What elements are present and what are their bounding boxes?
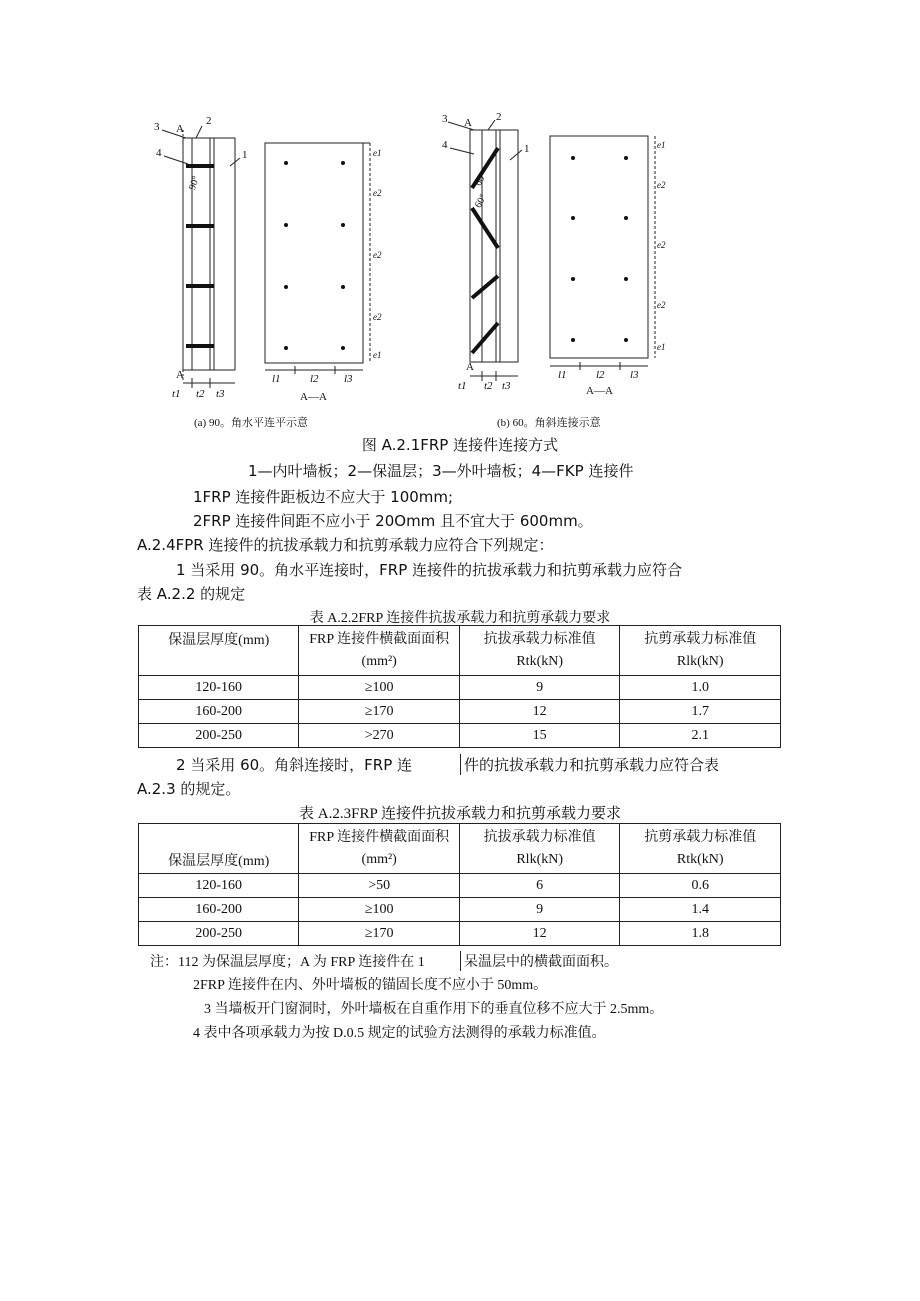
right-plan-dim-l3: l3 xyxy=(630,369,639,381)
table-1-header-cell: 保温层厚度(mm) xyxy=(139,626,299,676)
note-1a: 注：112 为保温层厚度；A 为 FRP 连接件在 1 xyxy=(150,955,425,970)
table-1-header-cell: 抗拔承载力标准值 Rtk(kN) xyxy=(459,626,620,676)
right-callout-1: 1 xyxy=(524,143,530,155)
right-callout-4: 4 xyxy=(442,139,448,151)
table-2-header-cell: 抗剪承载力标准值 Rtk(kN) xyxy=(620,824,781,874)
table-cell: 6 xyxy=(459,874,620,898)
right-dim-t2: t2 xyxy=(484,380,493,392)
table-cell: 200-250 xyxy=(139,922,299,946)
table-cell: 1.7 xyxy=(620,700,781,724)
right-callout-2: 2 xyxy=(496,111,502,123)
table-cell: 120-160 xyxy=(139,874,299,898)
right-side-dim-5: e1 xyxy=(657,342,666,352)
table-cell: 160-200 xyxy=(139,700,299,724)
rule-2-part-2: 件的抗拔承载力和抗剪承载力应符合表 xyxy=(460,754,719,775)
table-2-header-cell: 保温层厚度(mm) xyxy=(139,824,299,874)
right-side-dim-1: e1 xyxy=(657,140,666,150)
left-dim-t1: t1 xyxy=(172,388,181,400)
left-side-dim-1: e1 xyxy=(373,148,382,158)
clause-a24: A.2.4FPR 连接件的抗拔承载力和抗剪承载力应符合下列规定： xyxy=(137,536,554,554)
rule-2-line-2: A.2.3 的规定。 xyxy=(137,780,241,798)
right-plan-view xyxy=(550,136,648,358)
table-1-header-row xyxy=(139,626,781,676)
right-section-mark-top: A xyxy=(464,117,472,129)
right-callout-3: 3 xyxy=(442,113,448,125)
table-cell: 9 xyxy=(459,898,620,922)
table-cell: >50 xyxy=(299,874,459,898)
left-dim-t3: t3 xyxy=(216,388,225,400)
right-plan-dim-l1: l1 xyxy=(558,369,567,381)
figure-legend: 1—内叶墙板；2—保温层；3—外叶墙板；4—FKP 连接件 xyxy=(248,462,634,480)
rule-2-part-1: 2 当采用 60。角斜连接时，FRP 连 xyxy=(176,756,413,774)
table-cell: 1.4 xyxy=(620,898,781,922)
right-section-label: A—A xyxy=(586,385,613,397)
left-plan-dim-l3: l3 xyxy=(344,373,353,385)
left-section-label: A—A xyxy=(300,391,327,403)
table-2-header-row xyxy=(139,824,781,874)
left-dim-t2: t2 xyxy=(196,388,205,400)
left-callout-4: 4 xyxy=(156,147,162,159)
table-2-header-cell: FRP 连接件横截面面积 (mm²) xyxy=(299,824,459,874)
note-4: 4 表中各项承载力为按 D.0.5 规定的试验方法测得的承载力标准值。 xyxy=(193,1026,606,1041)
table-row xyxy=(139,676,781,700)
right-angle-bottom: 60° xyxy=(472,192,490,210)
left-side-dim-2: e2 xyxy=(373,188,382,198)
table-1-caption: 表 A.2.2FRP 连接件抗拔承载力和抗剪承载力要求 xyxy=(309,611,611,626)
left-plan-dim-l1: l1 xyxy=(272,373,281,385)
rule-1-line-1: 1 当采用 90。角水平连接时，FRP 连接件的抗拔承载力和抗剪承载力应符合 xyxy=(176,561,683,579)
left-section-mark-top: A xyxy=(176,123,184,135)
left-plan-dim-l2: l2 xyxy=(310,373,319,385)
table-2 xyxy=(138,823,781,946)
table-cell: ≥100 xyxy=(299,898,459,922)
table-cell: 160-200 xyxy=(139,898,299,922)
connection-figure xyxy=(150,108,670,408)
right-section-mark-bottom: A xyxy=(466,361,474,373)
left-section-mark-bottom: A xyxy=(176,369,184,381)
rule-1-line-2: 表 A.2.2 的规定 xyxy=(137,585,246,603)
figure-title: 图 A.2.1FRP 连接件连接方式 xyxy=(361,436,559,454)
table-cell: 0.6 xyxy=(620,874,781,898)
table-row xyxy=(139,898,781,922)
table-2-caption: 表 A.2.3FRP 连接件抗拔承载力和抗剪承载力要求 xyxy=(299,806,621,822)
left-angle-label: 90° xyxy=(186,174,203,192)
table-cell: 1.0 xyxy=(620,676,781,700)
table-cell: 200-250 xyxy=(139,724,299,748)
table-row xyxy=(139,700,781,724)
table-cell: ≥100 xyxy=(299,676,459,700)
table-1-header-cell: 抗剪承载力标准值 Rlk(kN) xyxy=(620,626,781,676)
table-cell: ≥170 xyxy=(299,700,459,724)
table-cell: 15 xyxy=(459,724,620,748)
left-plan-view xyxy=(265,143,363,363)
right-side-dim-4: e2 xyxy=(657,300,666,310)
right-angle-top: 60° xyxy=(472,170,490,188)
table-cell: 2.1 xyxy=(620,724,781,748)
right-side-dim-2: e2 xyxy=(657,180,666,190)
left-callout-1: 1 xyxy=(242,149,248,161)
left-callout-lines xyxy=(162,126,240,166)
table-cell: 9 xyxy=(459,676,620,700)
right-side-dim-3: e2 xyxy=(657,240,666,250)
note-1b: 呆温层中的横截面面积。 xyxy=(460,951,618,971)
table-cell: 1.8 xyxy=(620,922,781,946)
right-wall-section xyxy=(448,120,522,362)
left-side-dim-3: e2 xyxy=(373,250,382,260)
note-3: 3 当墙板开门窗洞时，外叶墙板在自重作用下的垂直位移不应大于 2.5mm。 xyxy=(204,1002,664,1017)
left-callout-3: 3 xyxy=(154,121,160,133)
table-2-header-cell: 抗拔承载力标准值 Rlk(kN) xyxy=(459,824,620,874)
right-dim-t3: t3 xyxy=(502,380,511,392)
table-cell: 12 xyxy=(459,922,620,946)
left-side-dim-5: e1 xyxy=(373,350,382,360)
right-subcaption: (b) 60。角斜连接示意 xyxy=(497,417,601,429)
table-cell: 12 xyxy=(459,700,620,724)
right-plan-dim-l2: l2 xyxy=(596,369,605,381)
left-plan-dots xyxy=(284,161,345,350)
left-subcaption: (a) 90。角水平连平示意 xyxy=(194,417,308,429)
table-cell: 120-160 xyxy=(139,676,299,700)
table-1 xyxy=(138,625,781,748)
item-2: 2FRP 连接件间距不应小于 20Omm 且不宜大于 600mm。 xyxy=(193,512,593,530)
left-callout-2: 2 xyxy=(206,115,212,127)
right-dim-t1: t1 xyxy=(458,380,467,392)
table-row xyxy=(139,874,781,898)
table-row xyxy=(139,922,781,946)
table-row xyxy=(139,724,781,748)
note-2: 2FRP 连接件在内、外叶墙板的锚固长度不应小于 50mm。 xyxy=(193,978,548,993)
left-side-dim-4: e2 xyxy=(373,312,382,322)
table-cell: ≥170 xyxy=(299,922,459,946)
table-cell: >270 xyxy=(299,724,459,748)
item-1: 1FRP 连接件距板边不应大于 100mm; xyxy=(193,488,454,506)
table-1-header-cell: FRP 连接件横截面面积 (mm²) xyxy=(299,626,459,676)
right-plan-dots xyxy=(571,156,628,342)
